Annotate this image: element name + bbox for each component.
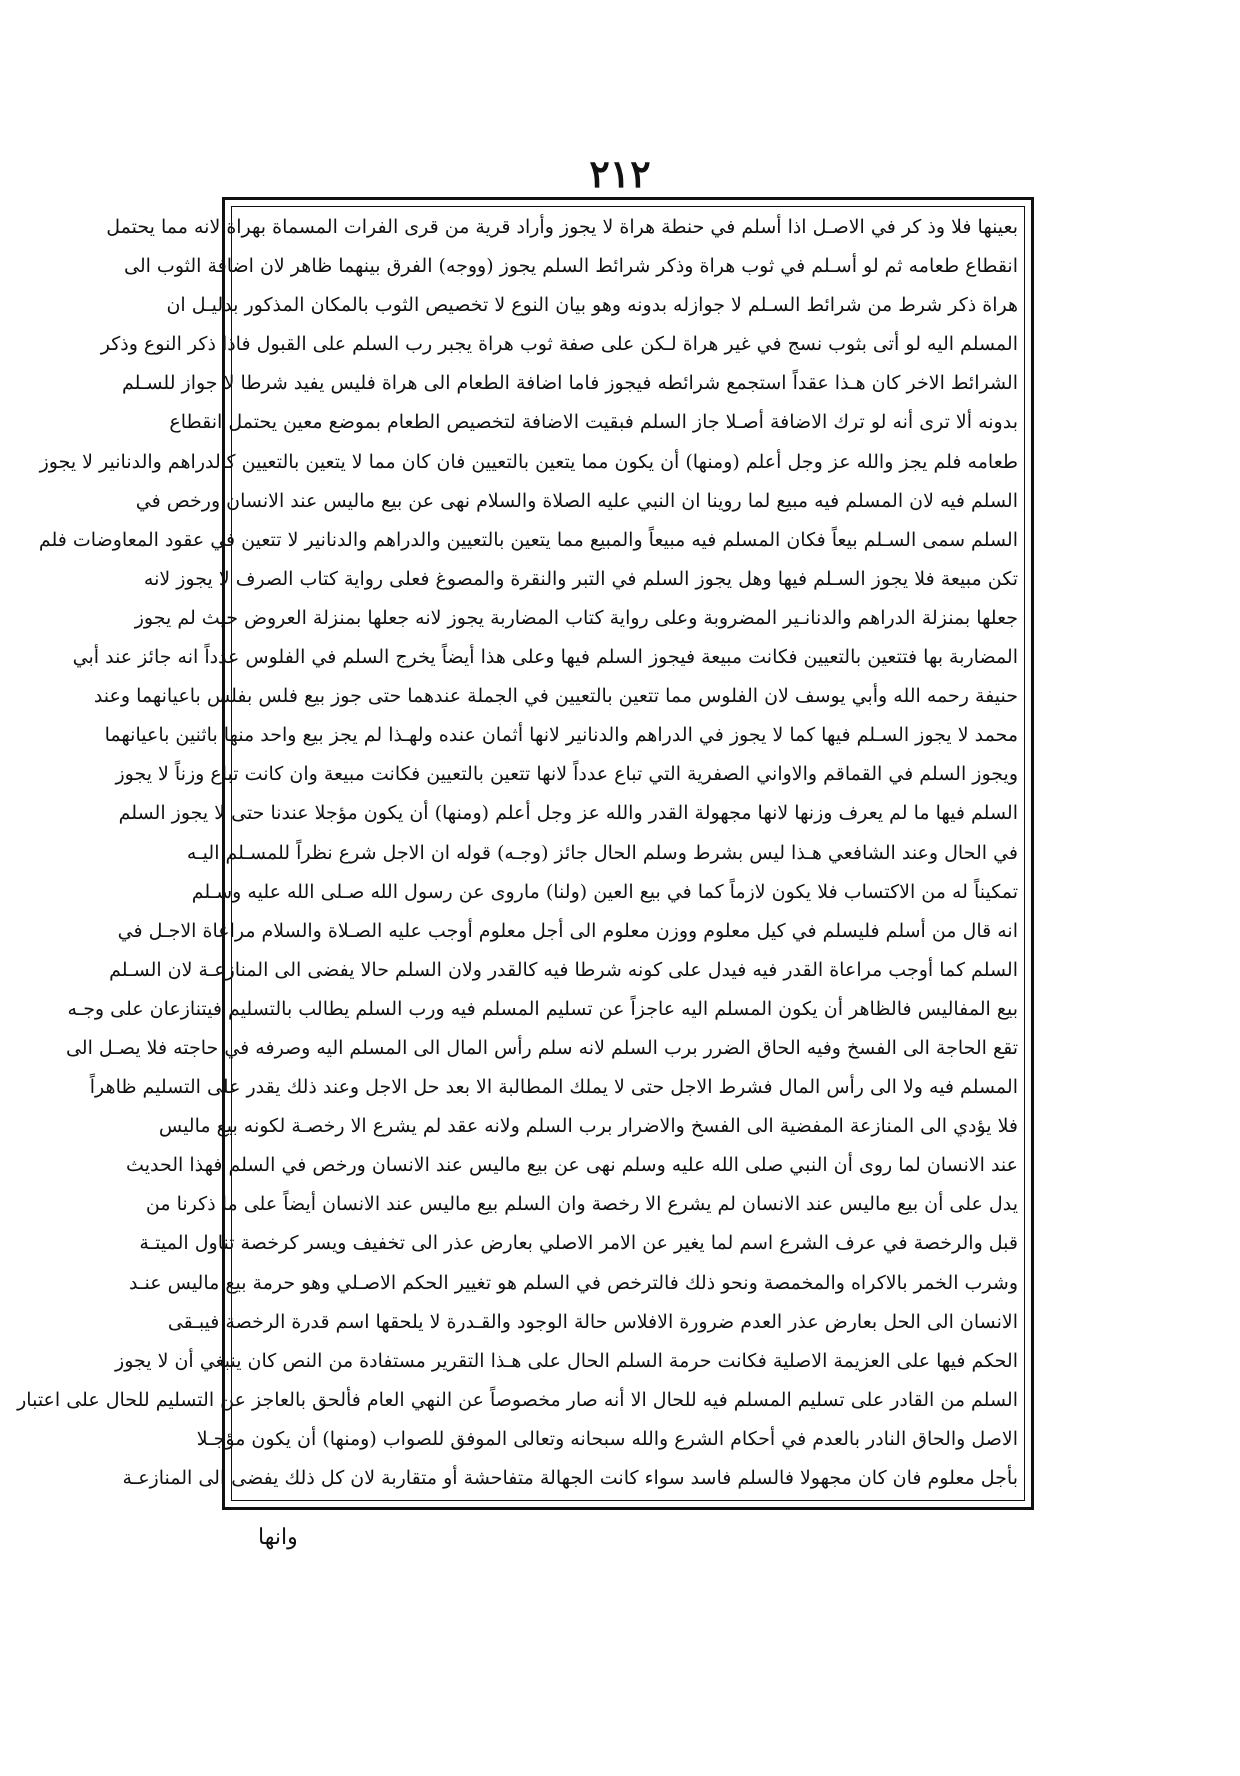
text-line: جعلها بمنزلة الدراهم والدنانـير المضروبة وعلى رواية كتاب المضاربة يجوز لانه جعلها بمنزلة العروض حيث لم يجوز <box>134 606 1018 629</box>
text-line: طعامه فلم يجز والله عز وجل أعلم (ومنها) أن يكون مما يتعين بالتعيين فان كان مما لا يتعين بالتعيين كالدراهم والدنانير لا يجوز <box>39 450 1018 473</box>
text-line: انقطاع طعامه ثم لو أسـلم في ثوب هراة وذكر شرائط السلم يجوز (ووجه) الفرق بينهما ظاهر لان اضافة الثوب الى <box>123 255 1018 278</box>
text-line: السلم كما أوجب مراعاة القدر فيه فيدل على كونه شرطا فيه كالقدر ولان السلم حالا يفضى الى المنازعـة لان السـلم <box>109 958 1018 981</box>
text-line: المضاربة بها فتتعين بالتعيين فكانت مبيعة فيجوز السلم فيها وعلى هذا أيضاً يخرج السلم في الفلوس عدداً انه جائز عند أبي <box>72 646 1018 669</box>
text-line: السلم من القادر على تسليم المسلم فيه للحال الا أنه صار مخصوصاً عن النهي العام فألحق بالعاجز عن التسليم للحال على اعتبار <box>17 1388 1018 1411</box>
text-line: بدونه ألا ترى أنه لو ترك الاضافة أصـلا جاز السلم فبقيت الاضافة لتخصيص الطعام بموضع معين يحتمل انقطاع <box>169 411 1018 434</box>
text-line: السلم فيه لان المسلم فيه مبيع لما روينا ان النبي عليه الصلاة والسلام نهى عن بيع ماليس عند الانسان ورخص في <box>135 489 1018 512</box>
catchword: وانها <box>258 1525 298 1550</box>
text-line: السلم فيها ما لم يعرف وزنها لانها مجهولة القدر والله عز وجل أعلم (ومنها) أن يكون مؤجلا عندنا حتى لا يجوز السلم <box>118 802 1018 825</box>
text-line: يدل على أن بيع ماليس عند الانسان لم يشرع الا رخصة وان السلم بيع ماليس عند الانسان أيضاً على ما ذكرنا من <box>145 1193 1018 1216</box>
text-line: محمد لا يجوز السـلم فيها كما لا يجوز في الدراهم والدنانير لانها أثمان عنده ولهـذا لم يجز بيع واحد منها باثنين باعيانهما <box>104 724 1018 747</box>
text-line: ويجوز السلم في القماقم والاواني الصفرية التي تباع عدداً لانها تتعين بالتعيين فكانت مبيعة وان كانت تباع وزناً لا يجوز <box>115 763 1018 786</box>
text-line: هراة ذكر شرط من شرائط السـلم لا جوازله بدونه وهو بيان النوع لا تخصيص الثوب بالمكان المذكور بدليـل ان <box>166 294 1018 317</box>
text-line: انه قال من أسلم فليسلم في كيل معلوم ووزن معلوم الى أجل معلوم أوجب عليه الصـلاة والسلام مراعاة الاجـل في <box>117 919 1018 942</box>
text-line: وشرب الخمر بالاكراه والمخمصة ونحو ذلك فالترخص في السلم هو تغيير الحكم الاصـلي وهو حرمة بيع ماليس عنـد <box>128 1271 1018 1294</box>
text-line: المسلم اليه لو أتى بثوب نسج في غير هراة لـكن على صفة ثوب هراة يجبر رب السلم على القبول فاذا ذكر النوع وذكر <box>100 333 1018 356</box>
body-text <box>17 208 1018 1500</box>
text-line: فلا يؤدي الى المنازعة المفضية الى الفسخ والاضرار برب السلم ولانه عقد لم يشرع الا رخصـة لكونه بيع ماليس <box>158 1115 1018 1138</box>
text-line: الاصل والحاق النادر بالعدم في أحكام الشرع والله سبحانه وتعالى الموفق للصواب (ومنها) أن يكون مؤجـلا <box>196 1427 1018 1450</box>
text-line: قبل والرخصة في عرف الشرع اسم لما يغير عن الامر الاصلي بعارض عذر الى تخفيف ويسر كرخصة تناول الميتـة <box>139 1232 1018 1255</box>
text-line: في الحال وعند الشافعي هـذا ليس بشرط وسلم الحال جائز (وجـه) قوله ان الاجل شرع نظراً للمسـلم اليـه <box>186 841 1018 864</box>
text-line: بأجل معلوم فان كان مجهولا فالسلم فاسد سواء كانت الجهالة متفاحشة أو متقاربة لان كل ذلك يفضى الى المنازعـة <box>122 1467 1018 1489</box>
text-line: حنيفة رحمه الله وأبي يوسف لان الفلوس مما تتعين بالتعيين في الجملة عندهما حتى جوز بيع فلس بفلس باعيانهما وعند <box>93 685 1018 708</box>
page-number: ٢١٢ <box>589 151 651 196</box>
text-line: تمكيناً له من الاكتساب فلا يكون لازماً كما في بيع العين (ولنا) ماروى عن رسول الله صـلى الله عليه وسـلم <box>191 880 1018 903</box>
text-line: تقع الحاجة الى الفسخ وفيه الحاق الضرر برب السلم لانه سلم رأس المال الى المسلم اليه وصرفه في حاجته فلا يصـل الى <box>65 1036 1018 1059</box>
text-line: الانسان الى الحل بعارض عذر العدم ضرورة الافلاس حالة الوجود والقـدرة لا يلحقها اسم قدرة الرخصة فيبـقى <box>167 1310 1018 1333</box>
text-line: الحكم فيها على العزيمة الاصلية فكانت حرمة السلم الحال على هـذا التقرير مستفادة من النص كان ينبغي أن لا يجوز <box>115 1349 1018 1372</box>
text-line: السلم سمى السـلم بيعاً فكان المسلم فيه مبيعاً والمبيع مما يتعين بالتعيين والدراهم والدنانير لا تتعين في عقود المعاوضات فلم <box>38 528 1018 551</box>
text-line: بعينها فلا وذ كر في الاصـل اذا أسلم في حنطة هراة لا يجوز وأراد قرية من قرى الفرات المسماة بهراة لانه مما يحتمل <box>106 216 1018 238</box>
text-line: الشرائط الاخر كان هـذا عقداً استجمع شرائطه فيجوز فاما اضافة الطعام الى هراة فليس يفيد شرطا لا جواز للسـلم <box>121 372 1018 395</box>
text-line: عند الانسان لما روى أن النبي صلى الله عليه وسلم نهى عن بيع ماليس عند الانسان ورخص في السلم فهذا الحديث <box>126 1154 1018 1177</box>
text-line: تكن مبيعة فلا يجوز السـلم فيها وهل يجوز السلم في التبر والنقرة والمصوغ فعلى رواية كتاب الصرف لا يجوز لانه <box>143 567 1018 590</box>
text-line: المسلم فيه ولا الى رأس المال فشرط الاجل حتى لا يملك المطالبة الا بعد حل الاجل وعند ذلك يقدر على التسليم ظاهراً <box>89 1076 1018 1099</box>
text-line: بيع المفاليس فالظاهر أن يكون المسلم اليه عاجزاً عن تسليم المسلم فيه ورب السلم يطالب بالتسليم فيتنازعان على وجـه <box>67 997 1018 1020</box>
